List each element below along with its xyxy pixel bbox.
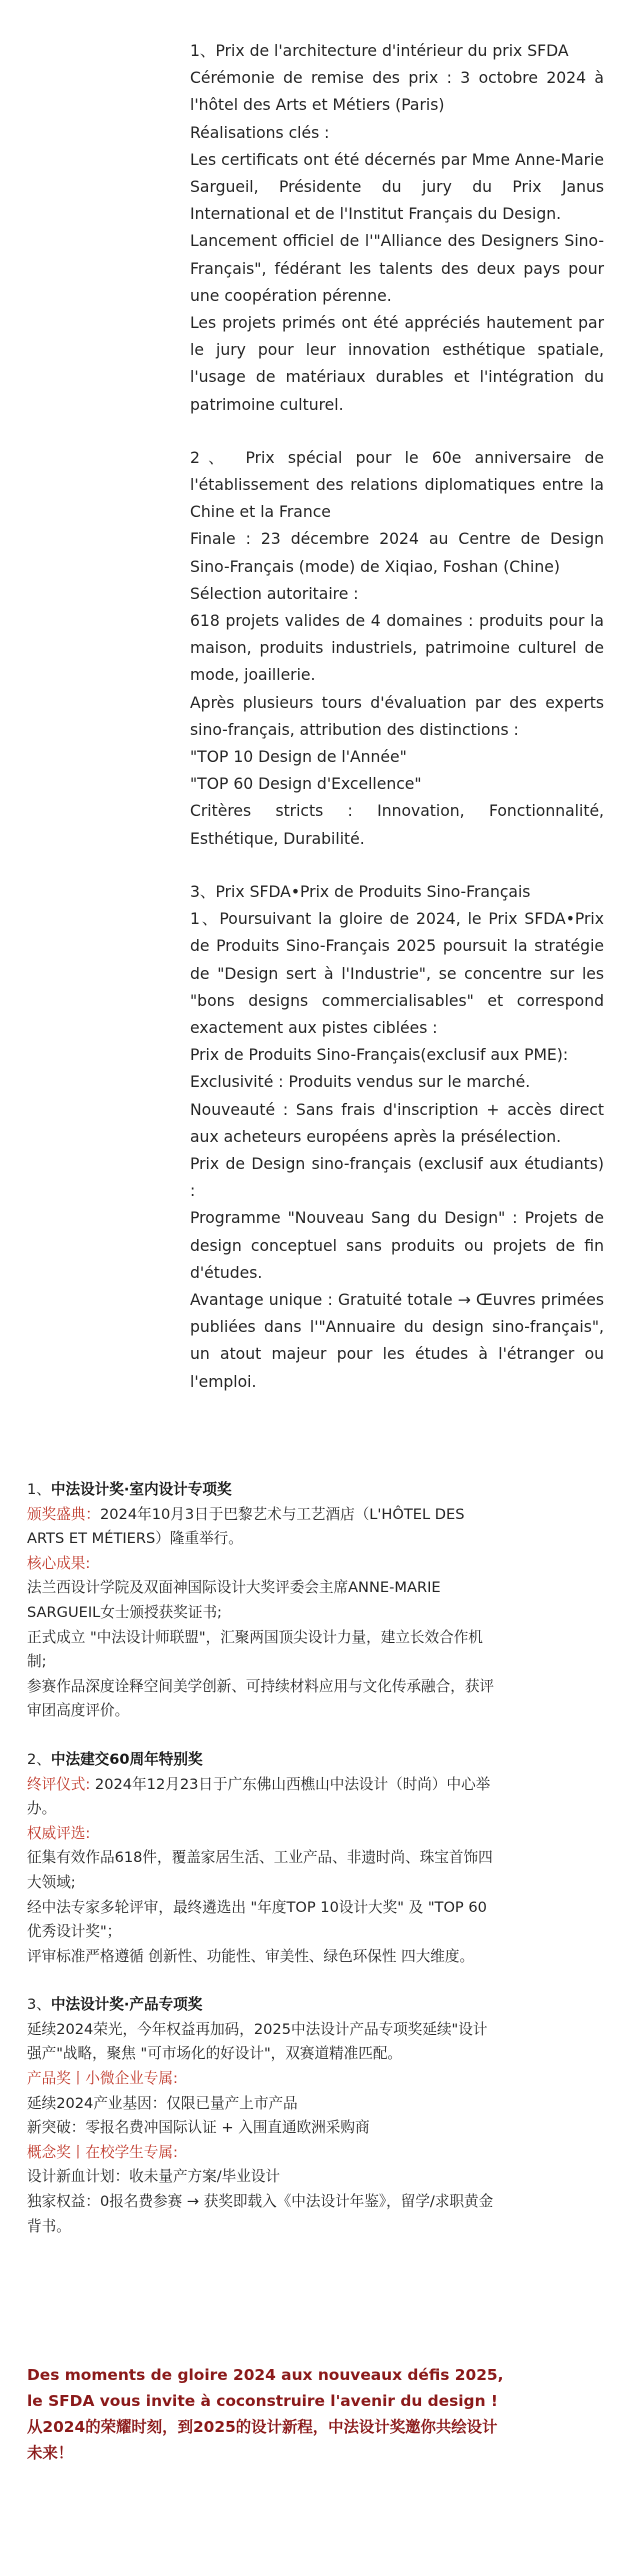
cn-s2-final-label: 终评仪式: xyxy=(27,1775,91,1793)
cn-section-3 xyxy=(27,1993,497,2239)
cn-s3-track2-line-2: 独家权益：0报名费参赛 → 获奖即载入《中法设计年鉴》，留学/求职黄金背书。 xyxy=(27,2193,494,2235)
fr-s3-exclusivity: Exclusivité : Produits vendus sur le marché. xyxy=(190,1073,531,1092)
cn-section-1 xyxy=(27,1478,497,1724)
cn-s1-award xyxy=(27,1503,497,1552)
cn-s3-track2-label: 概念奖丨在校学生专属: xyxy=(27,2143,178,2161)
fr-s2-top60: "TOP 60 Design d'Excellence" xyxy=(190,775,422,794)
cn-s3-track1-label: 产品奖丨小微企业专属: xyxy=(27,2070,178,2088)
closing-message xyxy=(27,2362,507,2466)
cn-s3-track1-line-2: 新突破：零报名费冲国际认证 + 入围直通欧洲采购商 xyxy=(27,2119,370,2137)
fr-s1-achievements-label: Réalisations clés : xyxy=(190,123,330,142)
closing-cn: 从2024的荣耀时刻，到2025的设计新程，中法设计奖邀你共绘设计未来！ xyxy=(27,2418,498,2462)
fr-s1-certificates: Les certificats ont été décernés par Mme Anne-Marie Sargueil, Présidente du jury du Prix Janus International et de l'Institut Français du Design. xyxy=(190,150,604,224)
cn-s2-title: 中法建交60周年特别奖 xyxy=(50,1750,203,1768)
cn-s1-number: 1、 xyxy=(27,1481,51,1498)
fr-s2-criteria: Critères stricts : Innovation, Fonctionnalité, Esthétique, Durabilité. xyxy=(190,802,604,848)
fr-s2-evaluation: Après plusieurs tours d'évaluation par des experts sino-français, attribution des distinctions : xyxy=(190,693,604,739)
cn-s1-line-1: 法兰西设计学院及双面神国际设计大奖评委会主席ANNE-MARIE SARGUEIL女士颁授获奖证书; xyxy=(27,1579,441,1621)
fr-s1-ceremony: Cérémonie de remise des prix : 3 octobre 2024 à l'hôtel des Arts et Métiers (Paris) xyxy=(190,69,604,115)
cn-s2-heading xyxy=(27,1748,497,1773)
fr-s1-heading: 1、Prix de l'architecture d'intérieur du prix SFDA xyxy=(190,42,569,60)
fr-section-1 xyxy=(190,38,604,419)
closing-fr: Des moments de gloire 2024 aux nouveaux défis 2025, le SFDA vous invite à coconstruire l'avenir du design ! xyxy=(27,2366,504,2410)
cn-s3-track2-line-1: 设计新血计划：收未量产方案/毕业设计 xyxy=(27,2168,281,2186)
cn-s2-final xyxy=(27,1773,497,1822)
fr-s2-top10: "TOP 10 Design de l'Année" xyxy=(190,748,407,767)
cn-s3-title: 中法设计奖·产品专项奖 xyxy=(50,1996,203,2014)
fr-s3-intro: 1、Poursuivant la gloire de 2024, le Prix SFDA•Prix de Produits Sino-Français 2025 poursuit la stratégie de "Design sert à l'Industrie", se concentre sur les "bons designs commercialisables" et correspond exactement aux pistes ciblées : xyxy=(190,910,604,1037)
cn-s3-heading xyxy=(27,1993,497,2018)
cn-s1-line-2: 正式成立 "中法设计师联盟"，汇聚两国顶尖设计力量，建立长效合作机制; xyxy=(27,1628,483,1671)
cn-s3-number: 3、 xyxy=(27,1996,51,2014)
fr-s1-alliance: Lancement officiel de l'"Alliance des Designers Sino-Français", fédérant les talents des deux pays pour une coopération pérenne. xyxy=(190,232,604,305)
fr-s2-heading: 2、 Prix spécial pour le 60e anniversaire de l'établissement des relations diplomatiques entre la Chine et la France xyxy=(190,448,604,522)
cn-s1-line-3: 参赛作品深度诠释空间美学创新、可持续材料应用与文化传承融合，获评审团高度评价。 xyxy=(27,1677,495,1720)
french-section xyxy=(190,38,604,1396)
cn-s2-line-3: 评审标准严格遵循 创新性、功能性、审美性、绿色环保性 四大维度。 xyxy=(27,1947,475,1965)
cn-s1-title: 中法设计奖·室内设计专项奖 xyxy=(50,1481,232,1498)
cn-section-2 xyxy=(27,1748,497,1969)
cn-s1-heading xyxy=(27,1478,497,1503)
cn-s3-track1-line-1: 延续2024产业基因：仅限已量产上市产品 xyxy=(27,2094,298,2112)
fr-s2-selection-label: Sélection autoritaire : xyxy=(190,584,359,603)
chinese-section xyxy=(27,1478,497,2239)
cn-s1-award-label: 颁奖盛典： xyxy=(27,1505,100,1523)
fr-s3-student-label: Prix de Design sino-français (exclusif aux étudiants) : xyxy=(190,1154,604,1201)
fr-s3-heading: 3、Prix SFDA•Prix de Produits Sino-Français xyxy=(190,882,531,901)
fr-s3-sme-label: Prix de Produits Sino-Français(exclusif aux PME): xyxy=(190,1046,569,1065)
cn-s2-line-2: 经中法专家多轮评审，最终遴选出 "年度TOP 10设计大奖" 及 "TOP 60优秀设计奖"； xyxy=(27,1898,487,1941)
cn-s3-intro: 延续2024荣光，今年权益再加码，2025中法设计产品专项奖延续"设计强产"战略，聚焦 "可市场化的好设计"，双赛道精准匹配。 xyxy=(27,2020,488,2063)
fr-s3-novelty: Nouveauté : Sans frais d'inscription + accès direct aux acheteurs européens après la présélection. xyxy=(190,1100,604,1146)
fr-section-3 xyxy=(190,879,604,1396)
cn-s1-award-text: 2024年10月3日于巴黎艺术与工艺酒店（L'HÔTEL DES ARTS ET MÉTIERS）隆重举行。 xyxy=(27,1505,465,1548)
fr-s1-projects: Les projets primés ont été appréciés hautement par le jury pour leur innovation esthétique spatiale, l'usage de matériaux durables et l'intégration du patrimoine culturel. xyxy=(190,314,604,414)
fr-s2-final: Finale : 23 décembre 2024 au Centre de Design Sino-Français (mode) de Xiqiao, Foshan (Chine) xyxy=(190,530,604,576)
cn-s2-auth-label: 权威评选: xyxy=(27,1824,91,1842)
fr-s2-projects: 618 projets valides de 4 domaines : produits pour la maison, produits industriels, patrimoine culturel de mode, joaillerie. xyxy=(190,612,604,685)
fr-s3-program: Programme "Nouveau Sang du Design" : Projets de design conceptuel sans produits ou projets de fin d'études. xyxy=(190,1209,604,1282)
fr-section-2 xyxy=(190,445,604,853)
fr-s3-advantage: Avantage unique : Gratuité totale → Œuvres primées publiées dans l'"Annuaire du design sino-français", un atout majeur pour les études à l'étranger ou l'emploi. xyxy=(190,1290,604,1391)
cn-s2-final-text: 2024年12月23日于广东佛山西樵山中法设计（时尚）中心举办。 xyxy=(27,1775,491,1818)
cn-s2-number: 2、 xyxy=(27,1750,51,1768)
cn-s2-line-1: 征集有效作品618件，覆盖家居生活、工业产品、非遗时尚、珠宝首饰四大领域; xyxy=(27,1849,493,1891)
cn-s1-results-label: 核心成果: xyxy=(27,1554,91,1572)
